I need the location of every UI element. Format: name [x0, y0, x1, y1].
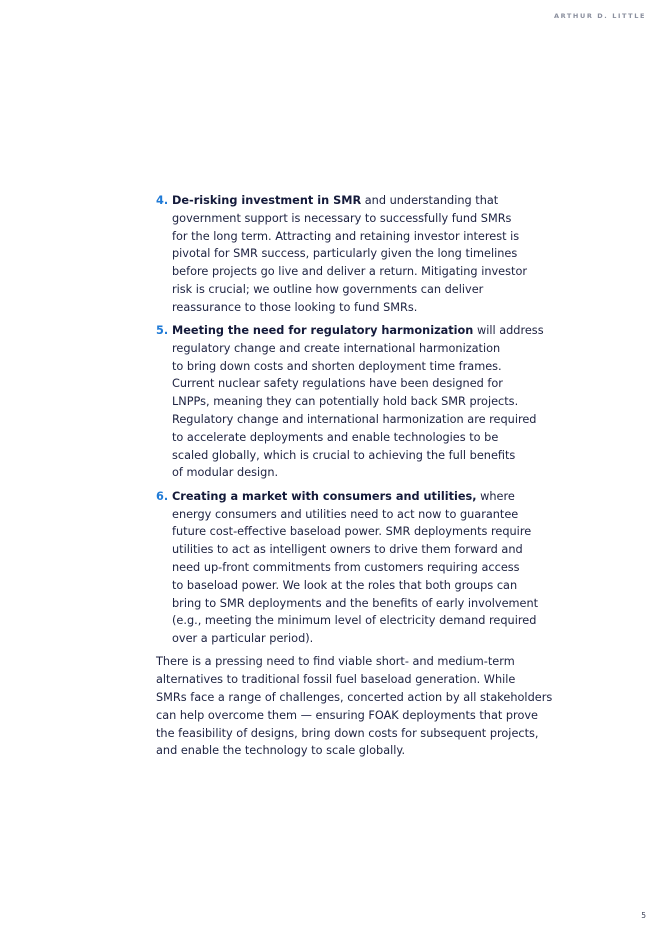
- list-item-text: pivotal for SMR success, particularly given the long timelines: [172, 247, 518, 261]
- conclusion-paragraph: [156, 653, 556, 760]
- list-item-text: regulatory change and create international harmonization: [172, 341, 501, 355]
- list-item-text: risk is crucial; we outline how governments can deliver: [172, 282, 484, 296]
- conclusion-text: There is a pressing need to find viable short- and medium-term: [156, 655, 515, 669]
- brand-header: ARTHUR D. LITTLE: [553, 12, 646, 20]
- list-item-text: energy consumers and utilities need to act now to guarantee: [172, 507, 519, 521]
- list-item-text: LNPPs, meaning they can potentially hold back SMR projects.: [172, 395, 519, 409]
- list-item-text: before projects go live and deliver a return. Mitigating investor: [172, 265, 528, 279]
- list-item: [156, 192, 556, 317]
- list-item-number: 5.: [156, 324, 169, 338]
- list-item-text: government support is necessary to successfully fund SMRs: [172, 211, 512, 225]
- list-item-text: future cost-effective baseload power. SMR deployments require: [172, 525, 532, 539]
- list-item-text: utilities to act as intelligent owners to drive them forward and: [172, 543, 523, 557]
- list-item-text: and understanding that: [361, 194, 499, 207]
- page-content: [156, 192, 556, 760]
- list-item-text: need up-front commitments from customers requiring access: [172, 560, 520, 574]
- list-item-text: scaled globally, which is crucial to achieving the full benefits: [172, 448, 516, 462]
- list-item-text: to bring down costs and shorten deployment time frames.: [172, 359, 502, 373]
- list-item: [156, 488, 556, 648]
- conclusion-text: the feasibility of designs, bring down costs for subsequent projects,: [156, 726, 539, 740]
- list-item-text: Current nuclear safety regulations have been designed for: [172, 377, 503, 391]
- list-item-number: 6.: [156, 489, 169, 503]
- conclusion-text: and enable the technology to scale globally.: [156, 744, 406, 758]
- list-item-text: for the long term. Attracting and retaining investor interest is: [172, 229, 520, 243]
- conclusion-text: SMRs face a range of challenges, concerted action by all stakeholders: [156, 691, 553, 705]
- list-item-text: reassurance to those looking to fund SMRs.: [172, 300, 418, 314]
- list-item-text: (e.g., meeting the minimum level of electricity demand required: [172, 614, 537, 628]
- list-item: [156, 322, 556, 482]
- page-number: 5: [641, 911, 646, 920]
- list-item-text: to baseload power. We look at the roles that both groups can: [172, 578, 518, 592]
- list-item-lead: De-risking investment in SMR: [172, 194, 362, 207]
- list-item-text: where: [476, 489, 515, 503]
- list-item-text: of modular design.: [172, 466, 279, 480]
- list-item-lead: Creating a market with consumers and utilities,: [172, 489, 477, 503]
- list-item-number: 4.: [156, 194, 169, 207]
- list-item-lead: Meeting the need for regulatory harmonization: [172, 324, 474, 338]
- conclusion-text: alternatives to traditional fossil fuel baseload generation. While: [156, 673, 516, 687]
- list-item-text: bring to SMR deployments and the benefits of early involvement: [172, 596, 539, 610]
- list-item-text: will address: [473, 324, 544, 338]
- conclusion-text: can help overcome them — ensuring FOAK deployments that prove: [156, 708, 539, 722]
- list-item-text: over a particular period).: [172, 632, 314, 646]
- list-item-text: Regulatory change and international harmonization are required: [172, 413, 537, 427]
- list-item-text: to accelerate deployments and enable technologies to be: [172, 430, 499, 444]
